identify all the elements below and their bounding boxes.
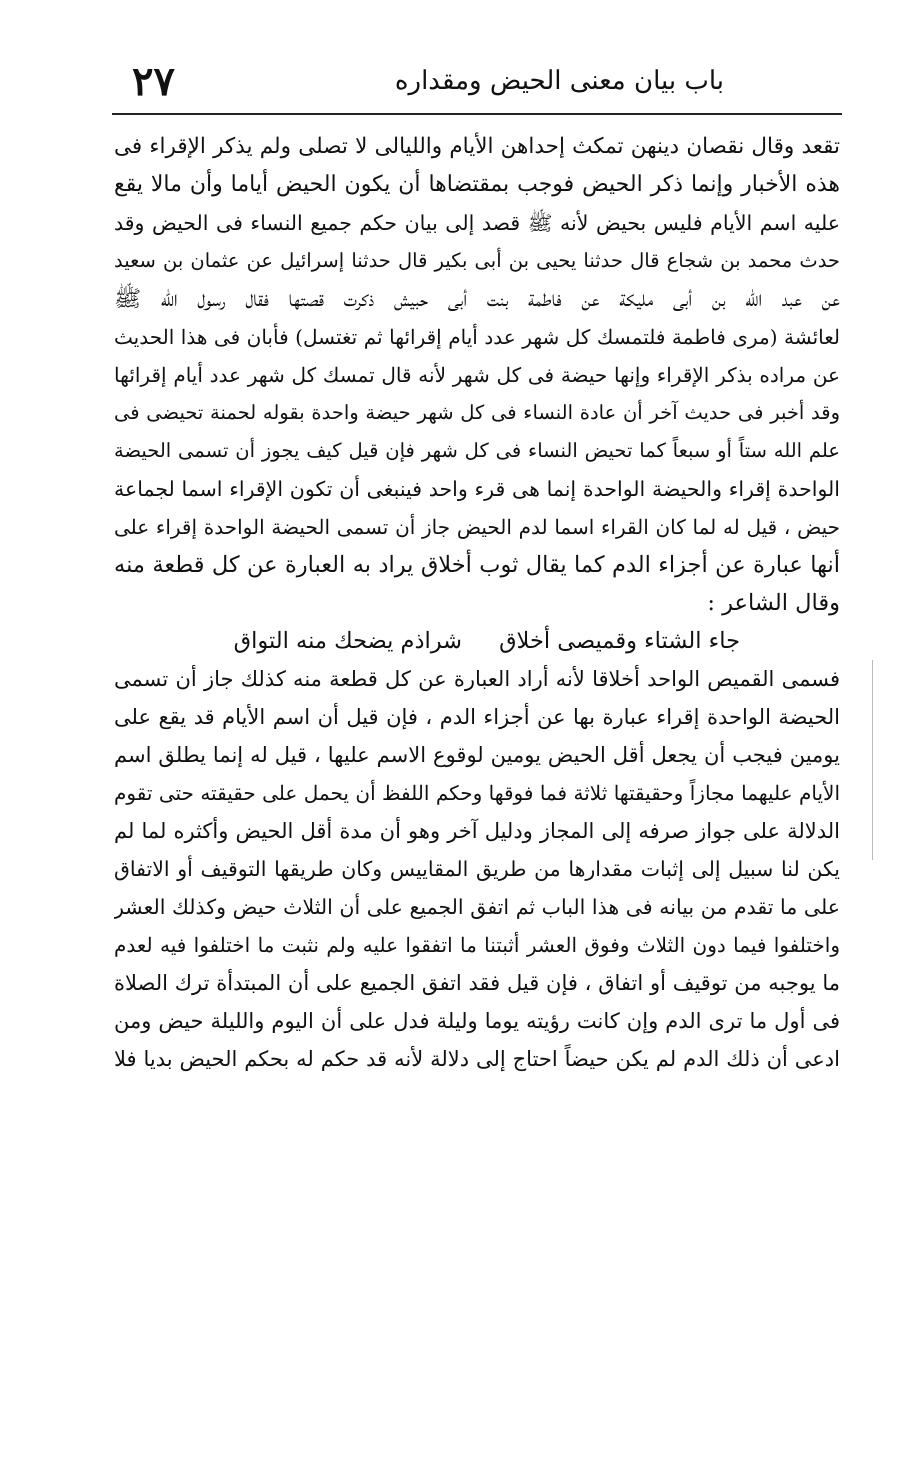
text-line: لعائشة (مرى فاطمة فلتمسك كل شهر عدد أيام إقرائها ثم تغتسل) فأبان فى هذا الحديث bbox=[114, 325, 840, 349]
paragraph-1 bbox=[114, 128, 840, 622]
text-line: هذه الأخبار وإنما ذكر الحيض فوجب بمقتضاها أن يكون الحيض أياما وأن مالا يقع bbox=[114, 172, 840, 197]
text-line: عليه اسم الأيام فليس بحيض لأنه ﷺ قصد إلى بيان حكم جميع النساء فى الحيض وقد bbox=[114, 211, 840, 235]
page-number: ٢٧ bbox=[132, 58, 175, 105]
poet-intro-line: وقال الشاعر : bbox=[707, 590, 840, 616]
text-line: الدلالة على جواز صرفه إلى المجاز ودليل آخر وهو أن مدة أقل الحيض وأكثره لما لم bbox=[114, 819, 840, 843]
scan-margin-line bbox=[872, 660, 873, 860]
verse-second-hemistich: شراذم يضحك منه التواق bbox=[233, 628, 462, 654]
text-line: فسمى القميص الواحد أخلاقا لأنه أراد العبارة عن كل قطعة منه كذلك جاز أن تسمى bbox=[114, 667, 840, 691]
main-text bbox=[114, 128, 840, 1078]
text-line: فى أول ما ترى الدم وإن كانت رؤيته يوما وليلة فدل على أن اليوم والليلة حيض ومن bbox=[114, 1009, 840, 1033]
text-line: الواحدة إقراء والحيضة الواحدة إنما هى قرء واحد فينبغى أن تكون الإقراء اسما لجماعة bbox=[114, 477, 840, 501]
running-header bbox=[108, 58, 844, 116]
text-line: علم الله ستاً أو سبعاً كما تحيض النساء فى كل شهر فإن قيل كيف يجوز أن تسمى الحيضة bbox=[114, 439, 840, 462]
paragraph-2 bbox=[114, 660, 840, 1078]
verse-first-hemistich: جاء الشتاء وقميصى أخلاق bbox=[499, 628, 740, 654]
text-line: ما يوجبه من توقيف أو اتفاق ، فإن قيل فقد اتفق الجميع على أن المبتدأة ترك الصلاة bbox=[114, 971, 840, 995]
text-line: الحيضة الواحدة إقراء عبارة بها عن أجزاء الدم ، فإن قيل أن اسم الأيام قد يقع على bbox=[114, 705, 840, 729]
text-line: يومين فيجب أن يجعل أقل الحيض يومين لوقوع الاسم عليها ، قيل له إنما يطلق اسم bbox=[114, 743, 840, 767]
text-line: عن عبد الله بن أبى مليكة عن فاطمة بنت أبى حبيش ذكرت قصتها فقال رسول الله ﷺ bbox=[114, 286, 840, 312]
text-line: عن مراده بذكر الإقراء وإنها حيضة فى كل شهر لأنه قال تمسك كل شهر عدد أيام إقرائها bbox=[114, 363, 840, 387]
text-line: ادعى أن ذلك الدم لم يكن حيضاً احتاج إلى دلالة لأنه قد حكم له بحكم الحيض بديا فلا bbox=[114, 1047, 840, 1071]
text-line: الأيام عليهما مجازاً وحقيقتها ثلاثة فما فوقها وحكم اللفظ أن يحمل على حقيقته حتى تقوم bbox=[114, 781, 840, 805]
text-line: على ما تقدم من بيانه فى هذا الباب ثم اتفق الجميع على أن الثلاث حيض وكذلك العشر bbox=[114, 895, 840, 919]
text-line: حدث محمد بن شجاع قال حدثنا يحيى بن أبى بكير قال حدثنا إسرائيل عن عثمان بن سعيد bbox=[114, 249, 840, 272]
text-line: واختلفوا فيما دون الثلاث وفوق العشر أثبتنا ما اتفقوا عليه ولم نثبت ما اختلفوا فيه لعدم bbox=[114, 933, 840, 957]
header-divider bbox=[112, 113, 842, 115]
text-line: أنها عبارة عن أجزاء الدم كما يقال ثوب أخلاق يراد به العبارة عن كل قطعة منه bbox=[114, 552, 840, 578]
chapter-title: باب بيان معنى الحيض ومقداره bbox=[394, 66, 724, 96]
poetry-verse bbox=[114, 622, 840, 660]
text-line: يكن لنا سبيل إلى إثبات مقدارها من طريق المقاييس وكان طريقها التوقيف أو الاتفاق bbox=[114, 857, 840, 881]
text-line: حيض ، قيل له لما كان القراء اسما لدم الحيض جاز أن تسمى الحيضة الواحدة إقراء على bbox=[114, 515, 840, 539]
text-line: وقد أخبر فى حديث آخر أن عادة النساء فى كل شهر حيضة واحدة بقوله لحمنة تحيضى فى bbox=[114, 401, 840, 424]
text-line: تقعد وقال نقصان دينهن تمكث إحداهن الأيام والليالى لا تصلى ولم يذكر الإقراء فى bbox=[114, 134, 840, 159]
